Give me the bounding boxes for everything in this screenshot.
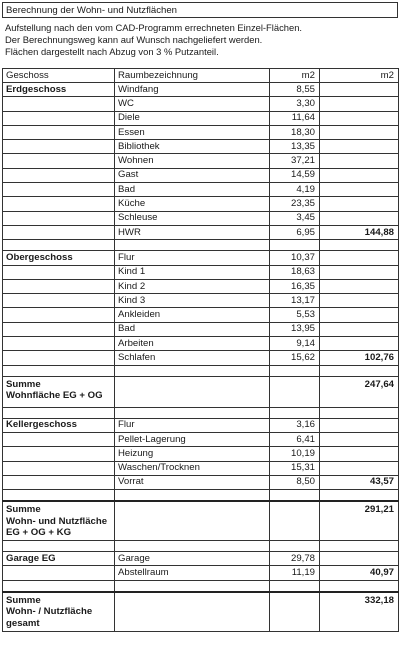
table-row [3,251,399,265]
floor-total [320,432,399,446]
area-table [2,68,399,632]
room-area: 29,78 [270,552,320,566]
spacer-cell [115,365,270,376]
sum-label-line: Wohnfläche EG + OG [6,390,103,402]
floor-label [3,140,115,154]
spacer-row [3,541,399,552]
table-row [3,225,399,239]
spacer-cell [270,541,320,552]
table-row [3,432,399,446]
floor-total: 102,76 [320,351,399,365]
spacer-row [3,240,399,251]
table-row [3,211,399,225]
table-row [3,552,399,566]
floor-total [320,183,399,197]
room-area: 11,19 [270,566,320,580]
spacer-cell [115,580,270,592]
spacer-cell [320,490,399,502]
table-row [3,111,399,125]
floor-total [320,125,399,139]
room-area: 8,55 [270,83,320,97]
floor-total [320,83,399,97]
spacer-row [3,490,399,502]
table-header-row [3,69,399,83]
room-area: 13,35 [270,140,320,154]
spacer-row [3,365,399,376]
floor-total [320,168,399,182]
sum-row [3,501,399,541]
floor-label [3,154,115,168]
room-area: 10,37 [270,251,320,265]
spacer-cell [320,407,399,418]
floor-label [3,211,115,225]
floor-label [3,351,115,365]
room-name: Kind 2 [115,279,270,293]
spacer-cell [3,240,115,251]
floor-label [3,432,115,446]
room-area: 13,17 [270,294,320,308]
table-row [3,154,399,168]
floor-total [320,294,399,308]
floor-total [320,265,399,279]
room-area: 15,31 [270,461,320,475]
sum-label-line: gesamt [6,617,40,629]
floor-label [3,265,115,279]
floor-label [3,168,115,182]
table-row [3,322,399,336]
floor-label: Obergeschoss [3,251,115,265]
room-name: Vorrat [115,475,270,489]
floor-label [3,197,115,211]
spacer-cell [270,407,320,418]
sum-row [3,592,399,632]
intro-line: Der Berechnungsweg kann auf Wunsch nachgeliefert werden. [5,34,263,46]
spacer-cell [3,580,115,592]
room-area: 18,63 [270,265,320,279]
floor-label [3,461,115,475]
room-area: 15,62 [270,351,320,365]
room-name: Heizung [115,447,270,461]
sum-empty [115,376,270,407]
sum-label-line: Summe [6,594,41,606]
floor-total: 40,97 [320,566,399,580]
sum-value: 291,21 [320,501,399,541]
spacer-cell [320,541,399,552]
spacer-cell [3,365,115,376]
table-row [3,418,399,432]
room-name: Schlafen [115,351,270,365]
room-area: 16,35 [270,279,320,293]
floor-label [3,294,115,308]
floor-total [320,322,399,336]
floor-label [3,308,115,322]
room-name: Gast [115,168,270,182]
room-area: 3,30 [270,97,320,111]
table-row [3,461,399,475]
intro-line: Flächen dargestellt nach Abzug von 3 % Putzanteil. [5,46,219,58]
floor-total: 144,88 [320,225,399,239]
table-row [3,140,399,154]
room-name: Arbeiten [115,337,270,351]
room-area: 18,30 [270,125,320,139]
room-area: 5,53 [270,308,320,322]
floor-label [3,225,115,239]
floor-label: Kellergeschoss [3,418,115,432]
room-name: Schleuse [115,211,270,225]
table-row [3,351,399,365]
sum-label [3,592,115,632]
sum-label-line: Wohn- / Nutzfläche [6,606,93,618]
table-row [3,294,399,308]
room-area: 4,19 [270,183,320,197]
floor-total [320,251,399,265]
room-area: 23,35 [270,197,320,211]
header-geschoss: Geschoss [3,69,115,83]
spacer-row [3,580,399,592]
floor-label: Garage EG [3,552,115,566]
floor-label [3,447,115,461]
room-area: 9,14 [270,337,320,351]
sum-label-line: Wohn- und Nutzfläche [6,515,108,527]
spacer-cell [115,541,270,552]
table-row [3,265,399,279]
spacer-cell [115,407,270,418]
floor-total [320,154,399,168]
floor-total [320,461,399,475]
room-name: Waschen/Trocknen [115,461,270,475]
sum-label-line: Summe [6,504,41,516]
header-raum: Raumbezeichnung [115,69,270,83]
sum-label [3,376,115,407]
sum-label-line: Summe [6,378,41,390]
room-name: Flur [115,418,270,432]
header-m2: m2 [270,69,320,83]
room-name: Abstellraum [115,566,270,580]
floor-total [320,211,399,225]
floor-total [320,111,399,125]
room-area: 37,21 [270,154,320,168]
floor-label [3,322,115,336]
room-name: Wohnen [115,154,270,168]
room-area: 3,16 [270,418,320,432]
sum-empty [270,376,320,407]
spacer-cell [320,580,399,592]
floor-total [320,337,399,351]
spacer-cell [270,365,320,376]
floor-label [3,97,115,111]
table-row [3,279,399,293]
floor-total [320,97,399,111]
room-area: 11,64 [270,111,320,125]
floor-total [320,140,399,154]
table-row [3,83,399,97]
spacer-cell [3,541,115,552]
spacer-cell [270,490,320,502]
spacer-row [3,407,399,418]
room-name: Bibliothek [115,140,270,154]
sum-empty [115,501,270,541]
spacer-cell [3,490,115,502]
room-name: Diele [115,111,270,125]
table-row [3,197,399,211]
floor-total [320,308,399,322]
floor-total [320,552,399,566]
room-area: 3,45 [270,211,320,225]
room-name: WC [115,97,270,111]
sum-empty [115,592,270,632]
sum-empty [270,592,320,632]
floor-label: Erdgeschoss [3,83,115,97]
room-name: Bad [115,183,270,197]
floor-label [3,183,115,197]
room-name: Windfang [115,83,270,97]
room-name: Küche [115,197,270,211]
room-name: Pellet-Lagerung [115,432,270,446]
table-row [3,125,399,139]
floor-label [3,125,115,139]
table-row [3,168,399,182]
spacer-cell [270,580,320,592]
room-area: 13,95 [270,322,320,336]
table-row [3,183,399,197]
sum-label-line: EG + OG + KG [6,527,72,539]
room-area: 6,95 [270,225,320,239]
room-area: 10,19 [270,447,320,461]
spacer-cell [3,407,115,418]
room-name: Garage [115,552,270,566]
sum-value: 332,18 [320,592,399,632]
sum-value: 247,64 [320,376,399,407]
room-name: Kind 1 [115,265,270,279]
floor-label [3,111,115,125]
table-row [3,566,399,580]
floor-label [3,337,115,351]
sum-label [3,501,115,541]
room-name: Flur [115,251,270,265]
header-m2-sum: m2 [320,69,399,83]
spacer-cell [320,240,399,251]
room-area: 8,50 [270,475,320,489]
floor-total [320,418,399,432]
spacer-cell [270,240,320,251]
floor-total [320,447,399,461]
table-row [3,97,399,111]
room-area: 14,59 [270,168,320,182]
floor-total [320,279,399,293]
floor-label [3,279,115,293]
table-row [3,475,399,489]
table-row [3,308,399,322]
table-row [3,447,399,461]
floor-label [3,475,115,489]
spacer-cell [115,490,270,502]
sum-empty [270,501,320,541]
room-name: Essen [115,125,270,139]
document-title: Berechnung der Wohn- und Nutzflächen [2,2,398,18]
floor-total: 43,57 [320,475,399,489]
sum-row [3,376,399,407]
room-name: Bad [115,322,270,336]
room-area: 6,41 [270,432,320,446]
floor-label [3,566,115,580]
spacer-cell [320,365,399,376]
room-name: HWR [115,225,270,239]
room-name: Kind 3 [115,294,270,308]
floor-total [320,197,399,211]
intro-line: Aufstellung nach den vom CAD-Programm errechneten Einzel-Flächen. [5,22,303,33]
table-row [3,337,399,351]
intro-text [5,22,397,59]
room-name: Ankleiden [115,308,270,322]
spacer-cell [115,240,270,251]
